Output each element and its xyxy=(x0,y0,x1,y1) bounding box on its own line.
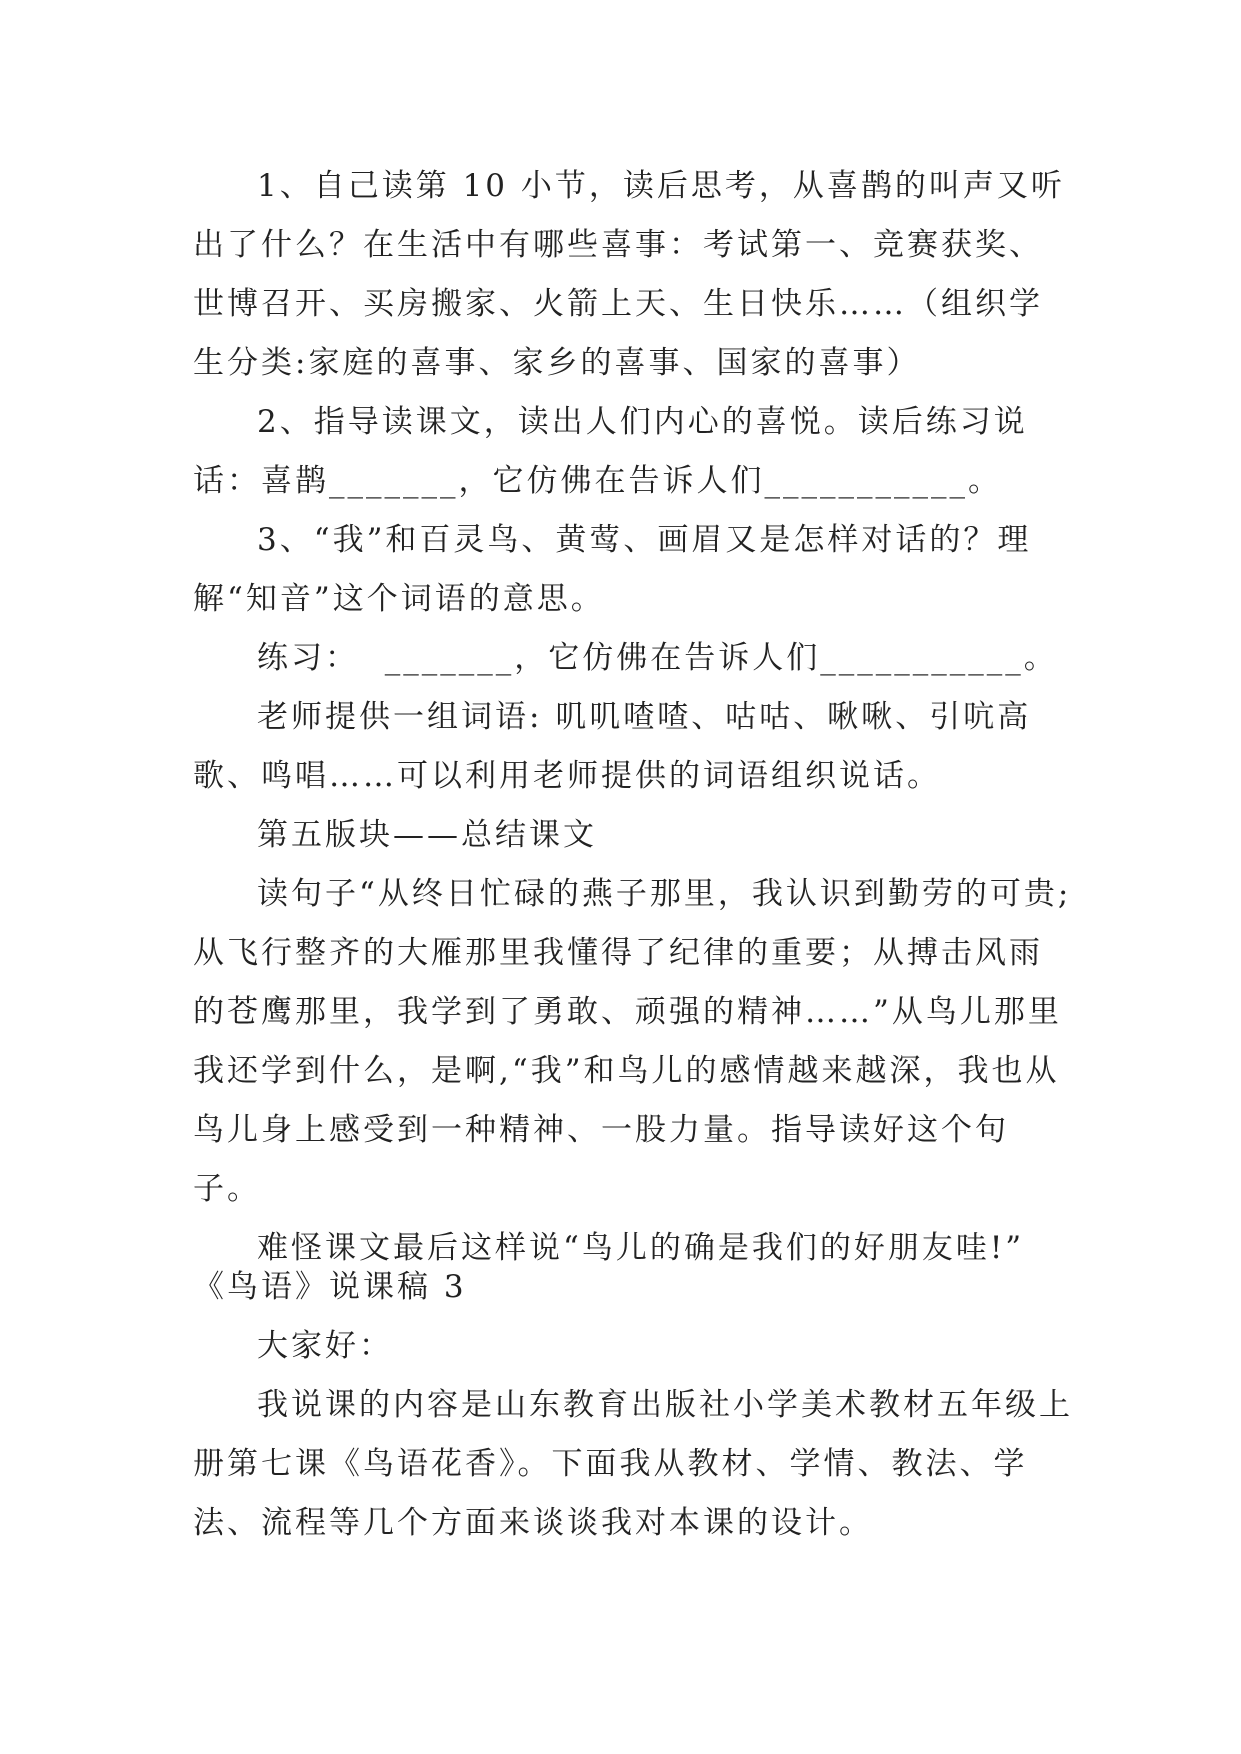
paragraph: 我说课的内容是山东教育出版社小学美术教材五年级上册第七课《鸟语花香》。下面我从教材、学情、教法、学法、流程等几个方面来谈谈我对本课的设计。 xyxy=(193,1387,1073,1541)
section-heading: 第五版块——总结课文 xyxy=(257,817,597,853)
paragraph: 3、“我”和百灵鸟、黄莺、画眉又是怎样对话的？理解“知音”这个词语的意思。 xyxy=(193,522,1032,617)
lesson-section xyxy=(193,157,1073,1278)
paragraph: 读句子“从终日忙碌的燕子那里，我认识到勤劳的可贵;从飞行整齐的大雁那里我懂得了纪律的重要；从搏击风雨的苍鹰那里，我学到了勇敢、顽强的精神……”从鸟儿那里我还学到什么，是啊,“我”和鸟儿的感情越来越深，我也从鸟儿身上感受到一种精神、一股力量。指导读好这个句子。 xyxy=(193,876,1072,1207)
paragraph: 老师提供一组词语: 叽叽喳喳、咕咕、啾啾、引吭高歌、鸣唱……可以利用老师提供的词语组织说话。 xyxy=(193,699,1032,794)
greeting: 大家好： xyxy=(257,1328,393,1364)
document-title: 《鸟语》说课稿 3 xyxy=(193,1269,467,1305)
paragraph: 1、自己读第 10 小节，读后思考，从喜鹊的叫声又听出了什么？在生活中有哪些喜事：考试第一、竞赛获奖、世博召开、买房搬家、火箭上天、生日快乐……（组织学生分类:家庭的喜事、家乡的喜事、国家的喜事） xyxy=(193,168,1065,381)
speech-draft-section xyxy=(193,1258,1073,1553)
paragraph: 难怪课文最后这样说“鸟儿的确是我们的好朋友哇!” xyxy=(257,1230,1025,1266)
paragraph: 2、指导读课文，读出人们内心的喜悦。读后练习说话：喜鹊_______，它仿佛在告诉人们___________。 xyxy=(193,404,1028,499)
document-page xyxy=(193,0,1073,1754)
paragraph: 练习： _______，它仿佛在告诉人们___________。 xyxy=(257,640,1058,676)
